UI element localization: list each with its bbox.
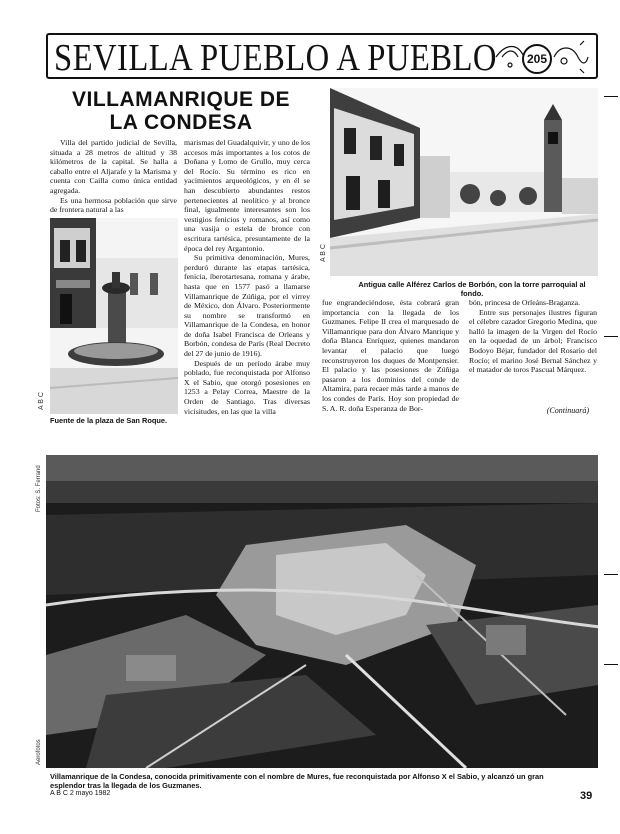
article-column-b [184,138,310,456]
paragraph: bón, princesa de Orleáns-Braganza. [469,298,581,307]
paragraph: Después de un período árabe muy poblado, fue reconquistada por Alfonso X el Sabio, que otorgó posesiones en 1253 a Pelay Correa, Maestre de la Orden de Santiago. Tras diversas vicisitudes, en las que la villa [184,358,310,416]
footer-date: A B C 2 mayo 1982 [50,790,111,797]
margin-mark [604,96,618,97]
margin-mark [604,664,618,665]
article-column-a [50,138,177,215]
aerial-credit: Aerofotos [36,739,42,765]
section-title: SEVILLA PUEBLO A PUEBLO [54,37,497,79]
aerial-photo [46,455,598,768]
margin-mark [604,574,618,575]
article-headline-line1: VILLAMANRIQUE DE [72,88,290,111]
article-column-c [322,298,459,413]
margin-mark [604,336,618,337]
paragraph: Es una hermosa población que sirve de frontera natural a las [50,195,177,215]
street-photo [330,88,598,276]
paragraph: Entre sus personajes ilustres figuran el célebre cazador Gregorio Medina, que halló la imagen de la Virgen del Rocío en la oquedad de un árbol; Francisco Bodoyo Béjar, fundador del Rosario del Rocío; el marino José Bernal Sánchez y el matador de toros Pascual Márquez. [469,307,597,375]
continued-note: (Continuará) [546,406,589,415]
paragraph: marismas del Guadalquivir, y uno de los accesos más importantes a los cotos de Doñana y Lomo de Grullo, muy cerca del Rocío. Su término es rico en yacimientos arqueológicos, y en él se han descubierto abundantes restos pertenecientes al neolítico y al bronce final, igualmente interesantes son los vestigios fenicios y romanos, así como una vasija o estela de bronce con escritura tartésica, presuntamente de la época del rey Argantonio. [184,138,310,253]
photo-credit: Fotos: S. Ferrand [36,465,42,512]
paragraph: fue engrandeciéndose, ésta cobrará gran importancia con la llegada de los Guzmanes. Felipe II crea el marquesado de Villamanrique para don Álvaro Manrique y doña Blanca Enríquez, quienes mandaron levantar el palacio que luego reconstruyeron los duques de Montpensier. El palacio y las posesiones de Zúñiga pasaron a los dominios del conde de Altamira, para recaer más tarde a manos de los condes de París. Hoy son propiedad de S. A. R. doña Esperanza de Bor- [322,298,459,413]
abc-mark-right: A B C [320,244,327,262]
street-caption: Antigua calle Alférez Carlos de Borbón, con la torre parroquial al fondo. [358,280,586,298]
paragraph: Su primitiva denominación, Mures, perduró durante las etapas tartésica, fenicia, íberotartesana, romana y árabe, hasta que en 1577 pasó a llamarse Villamanrique de Zúñiga, por el virrey de México, don Álvaro. Posteriormente su nombre se transformó en Villamanrique de la Condesa, en honor de doña Isabel Francisca de Orleans y Borbón, condesa de París (Real Decreto del 27 de junio de 1916). [184,253,310,359]
paragraph: Villa del partido judicial de Sevilla, situada a 28 metros de altitud y 38 kilómetros de la capital. Se halla a caballo entre el Aljarafe y la Marisma y cuenta con Cailla como única entidad agregada. [50,138,177,195]
fountain-photo [50,218,178,414]
fountain-caption: Fuente de la plaza de San Roque. [50,416,168,425]
article-headline-line2: LA CONDESA [109,111,253,134]
page-number: 39 [580,790,593,802]
series-number-badge: 205 [522,44,552,74]
article-column-d [469,298,597,375]
aerial-caption: Villamanrique de la Condesa, conocida primitivamente con el nombre de Mures, fue reconquistada por Alfonso X el Sabio, y alcanzó un gran esplendor tras la llegada de los Guzmanes. [50,772,544,790]
abc-mark-left: A B C [38,392,45,410]
section-banner [46,33,598,79]
